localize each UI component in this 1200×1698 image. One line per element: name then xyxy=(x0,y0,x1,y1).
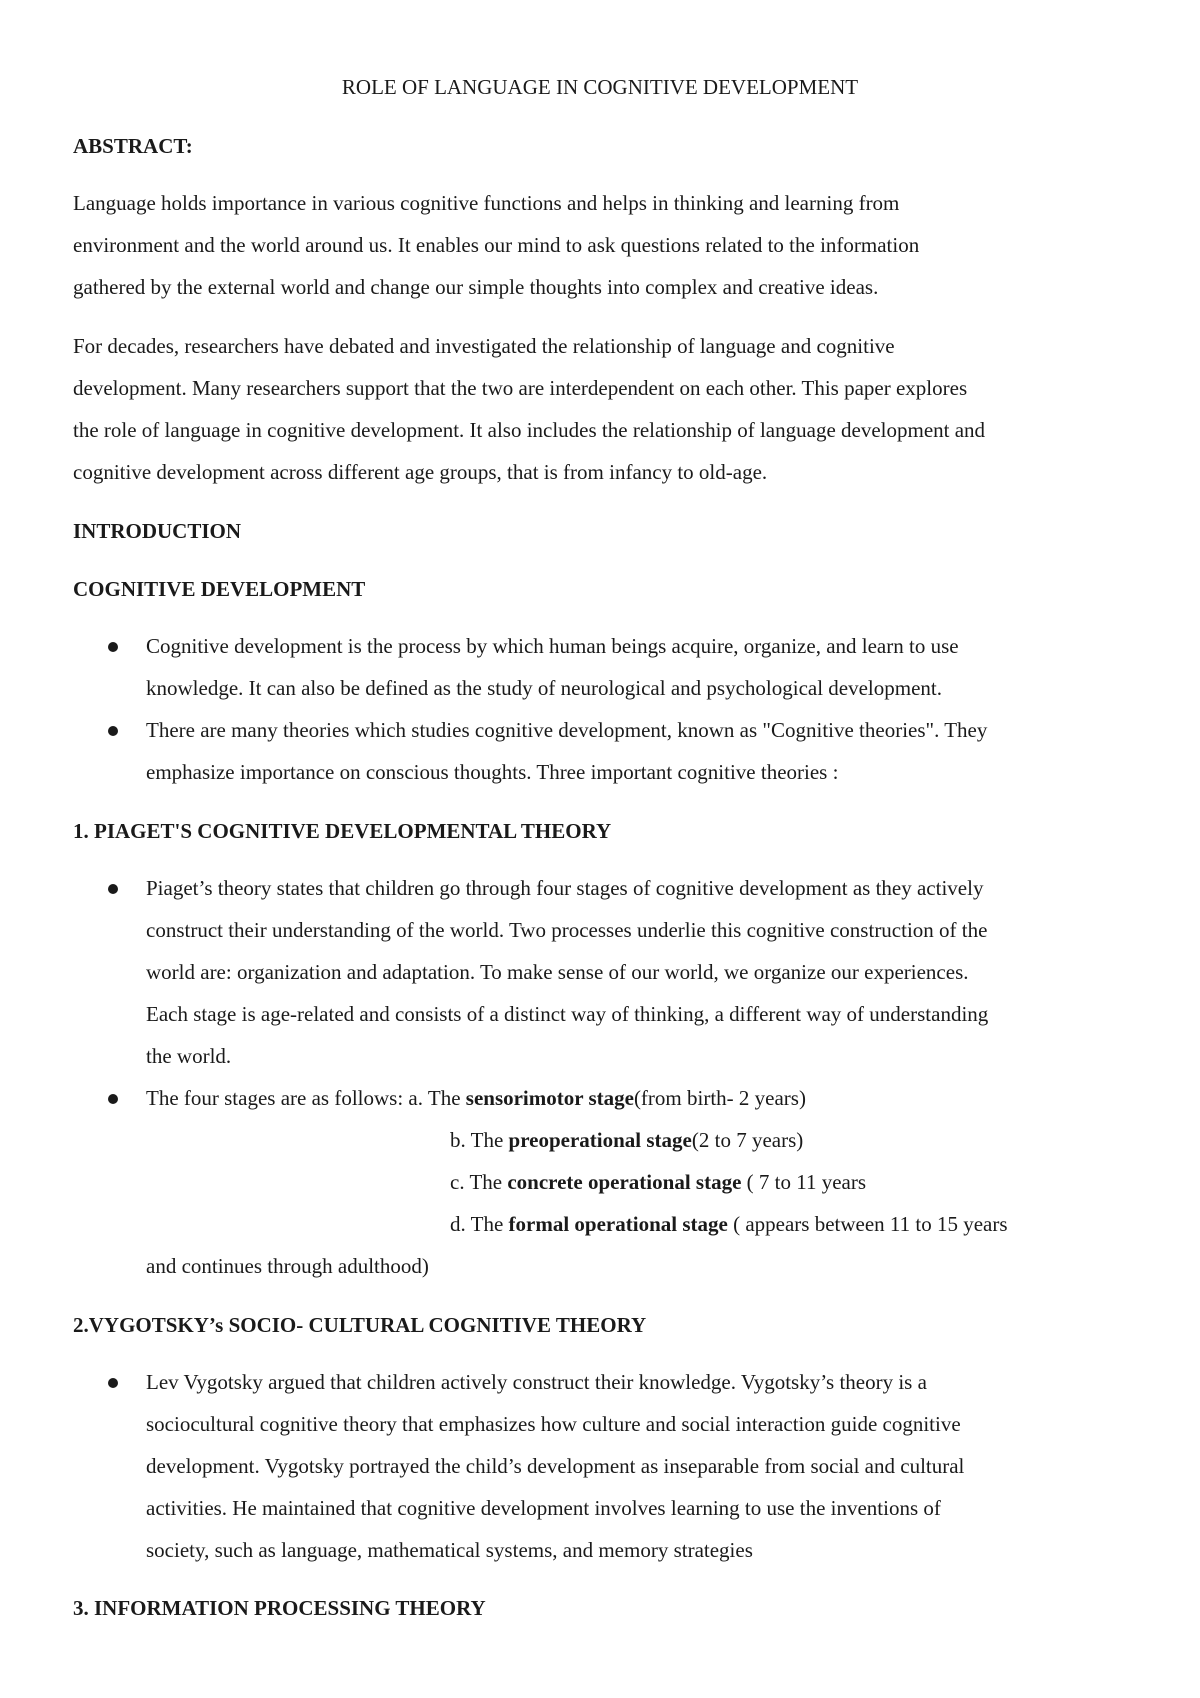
stage-name: concrete operational stage xyxy=(507,1170,742,1194)
text-line: Lev Vygotsky argued that children actively construct their knowledge. Vygotsky’s theory is a xyxy=(146,1370,927,1394)
text-line: environment and the world around us. It enables our mind to ask questions related to the information xyxy=(73,233,920,257)
text-line: world are: organization and adaptation. To make sense of our world, we organize our experiences. xyxy=(146,960,969,984)
piaget-stages-list xyxy=(146,1077,1156,1287)
abstract-paragraph-1 xyxy=(73,182,1153,308)
abstract-paragraph-2 xyxy=(73,325,1153,493)
text-line: activities. He maintained that cognitive development involves learning to use the inventions of xyxy=(146,1496,941,1520)
text-line: the role of language in cognitive development. It also includes the relationship of language development and xyxy=(73,418,986,442)
stage-name: formal operational stage xyxy=(508,1212,728,1236)
stage-age: (2 to 7 years) xyxy=(691,1128,804,1152)
text-line: the world. xyxy=(146,1044,232,1068)
text-line: Language holds importance in various cognitive functions and helps in thinking and learning from xyxy=(73,191,900,215)
stage-tail: and continues through adulthood) xyxy=(146,1254,429,1278)
intro-bullet-2 xyxy=(146,709,1156,793)
text-line: There are many theories which studies cognitive development, known as "Cognitive theories". They xyxy=(146,718,988,742)
text-line: knowledge. It can also be defined as the study of neurological and psychological development. xyxy=(146,676,943,700)
page-title: ROLE OF LANGUAGE IN COGNITIVE DEVELOPMENT xyxy=(341,75,859,99)
cognitive-development-heading: COGNITIVE DEVELOPMENT xyxy=(73,577,366,601)
vygotsky-bullet-1 xyxy=(146,1361,1156,1571)
text-line: sociocultural cognitive theory that emphasizes how culture and social interaction guide cognitive xyxy=(146,1412,961,1436)
bullet-icon xyxy=(108,1094,118,1104)
text-line: Each stage is age-related and consists of a distinct way of thinking, a different way of understanding xyxy=(146,1002,989,1026)
bullet-icon xyxy=(108,1378,118,1388)
text-line: development. Vygotsky portrayed the child’s development as inseparable from social and cultural xyxy=(146,1454,965,1478)
text-line: development. Many researchers support that the two are interdependent on each other. This paper explores xyxy=(73,376,968,400)
stages-intro: The four stages are as follows: xyxy=(146,1086,409,1110)
bullet-icon xyxy=(108,884,118,894)
stage-line-a xyxy=(146,1077,1156,1119)
stage-prefix: d. The xyxy=(450,1212,509,1236)
text-line: emphasize importance on conscious thoughts. Three important cognitive theories : xyxy=(146,760,839,784)
piaget-bullet-1 xyxy=(146,867,1156,1077)
text-line: Cognitive development is the process by which human beings acquire, organize, and learn to use xyxy=(146,634,959,658)
stage-line-d xyxy=(146,1203,1156,1245)
abstract-heading: ABSTRACT: xyxy=(73,134,193,158)
text-line: For decades, researchers have debated and investigated the relationship of language and cognitive xyxy=(73,334,895,358)
text-line: society, such as language, mathematical systems, and memory strategies xyxy=(146,1538,753,1562)
stage-prefix: c. The xyxy=(450,1170,508,1194)
stage-line-c xyxy=(146,1161,1156,1203)
stage-name: sensorimotor stage xyxy=(465,1086,634,1110)
stage-age: ( 7 to 11 years xyxy=(741,1170,866,1194)
intro-bullet-1 xyxy=(146,625,1156,709)
bullet-icon xyxy=(108,726,118,736)
information-processing-heading: 3. INFORMATION PROCESSING THEORY xyxy=(73,1596,486,1620)
text-line: Piaget’s theory states that children go through four stages of cognitive development as they actively xyxy=(146,876,984,900)
stage-prefix: a. The xyxy=(408,1086,466,1110)
stage-age: ( appears between 11 to 15 years xyxy=(727,1212,1008,1236)
text-line: gathered by the external world and change our simple thoughts into complex and creative ideas. xyxy=(73,275,879,299)
vygotsky-heading: 2.VYGOTSKY’s SOCIO- CULTURAL COGNITIVE THEORY xyxy=(73,1313,647,1337)
stage-prefix: b. The xyxy=(450,1128,509,1152)
introduction-heading: INTRODUCTION xyxy=(73,519,242,543)
stage-name: preoperational stage xyxy=(508,1128,692,1152)
stage-line-b xyxy=(146,1119,1156,1161)
piaget-heading: 1. PIAGET'S COGNITIVE DEVELOPMENTAL THEORY xyxy=(73,819,612,843)
bullet-icon xyxy=(108,642,118,652)
stage-age: (from birth- 2 years) xyxy=(633,1086,806,1110)
text-line: construct their understanding of the world. Two processes underlie this cognitive construction of the xyxy=(146,918,988,942)
text-line: cognitive development across different age groups, that is from infancy to old-age. xyxy=(73,460,768,484)
